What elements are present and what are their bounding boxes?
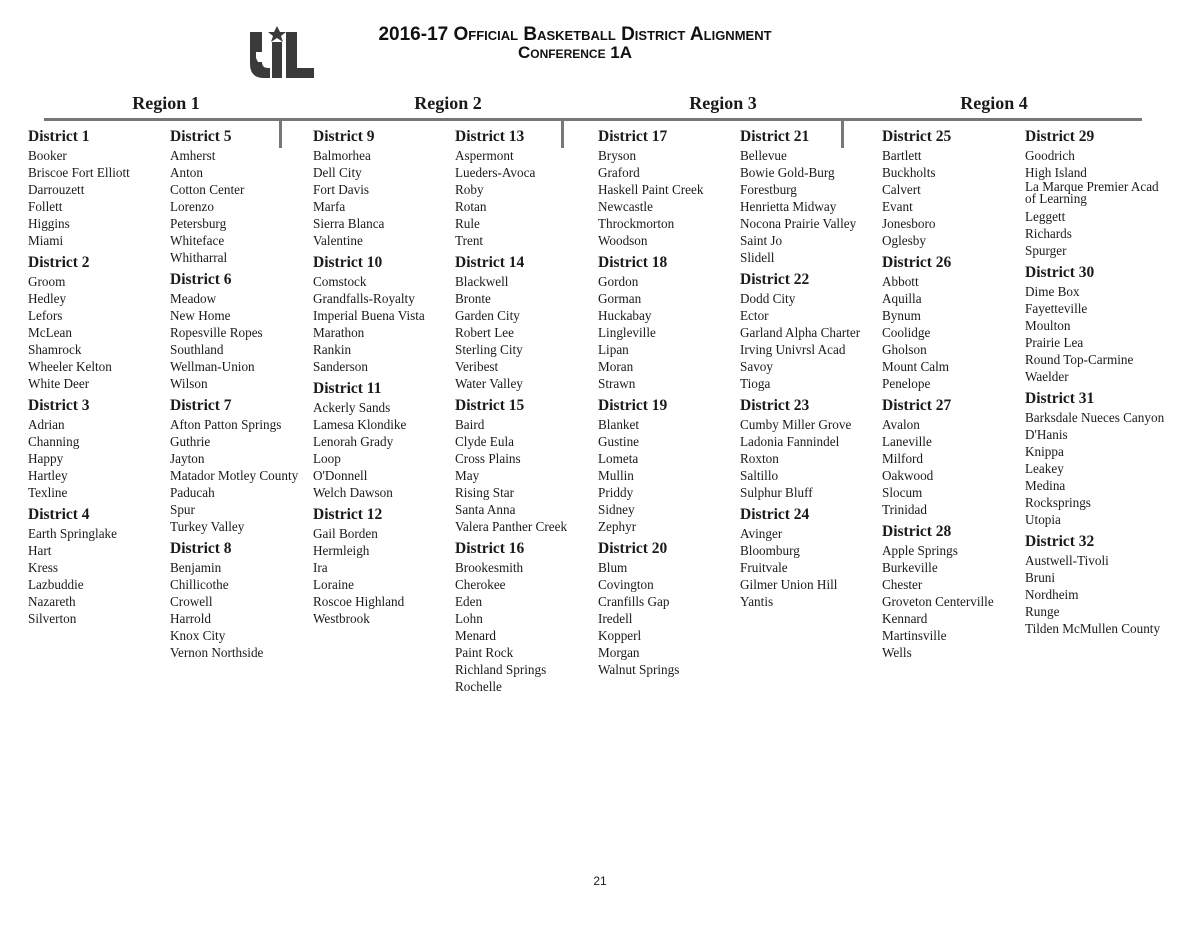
district-heading: District 12 bbox=[313, 506, 383, 523]
school-name: Garden City bbox=[455, 308, 520, 323]
school-name: Wilson bbox=[170, 376, 208, 391]
district-heading: District 30 bbox=[1025, 264, 1095, 281]
school-name: Marathon bbox=[313, 325, 365, 340]
school-name: Austwell-Tivoli bbox=[1025, 553, 1109, 568]
district-heading: District 14 bbox=[455, 254, 525, 271]
school-name: Sidney bbox=[598, 502, 635, 517]
school-name: High Island bbox=[1025, 165, 1087, 180]
page-number: 21 bbox=[593, 874, 607, 888]
school-name: Darrouzett bbox=[28, 182, 85, 197]
school-name: Gholson bbox=[882, 342, 927, 357]
school-name: Spurger bbox=[1025, 243, 1067, 258]
district-column bbox=[170, 127, 312, 665]
school-name: Leakey bbox=[1025, 461, 1064, 476]
district-block bbox=[598, 539, 740, 678]
school-name: Southland bbox=[170, 342, 224, 357]
school-name: Zephyr bbox=[598, 519, 637, 534]
district-column bbox=[882, 127, 1024, 665]
school-name: Lueders-Avoca bbox=[455, 165, 536, 180]
school-name: Gilmer Union Hill bbox=[740, 577, 838, 592]
school-name: D'Hanis bbox=[1025, 427, 1068, 442]
school-name: Yantis bbox=[740, 594, 774, 609]
school-name: Happy bbox=[28, 451, 64, 466]
school-name: Chester bbox=[882, 577, 923, 592]
school-name: Silverton bbox=[28, 611, 77, 626]
district-heading: District 9 bbox=[313, 128, 375, 145]
district-heading: District 29 bbox=[1025, 128, 1095, 145]
school-name: Throckmorton bbox=[598, 216, 675, 231]
school-name: Sulphur Bluff bbox=[740, 485, 813, 500]
school-name: Henrietta Midway bbox=[740, 199, 837, 214]
district-column bbox=[1025, 127, 1167, 641]
school-name: Vernon Northside bbox=[170, 645, 264, 660]
district-heading: District 21 bbox=[740, 128, 810, 145]
school-name: Burkeville bbox=[882, 560, 938, 575]
school-name: Earth Springlake bbox=[28, 526, 117, 541]
school-name: Gordon bbox=[598, 274, 639, 289]
school-name: Richland Springs bbox=[455, 662, 547, 677]
district-block bbox=[28, 396, 170, 501]
school-name: Dell City bbox=[313, 165, 362, 180]
school-name: Grandfalls-Royalty bbox=[313, 291, 415, 306]
school-name: Rotan bbox=[455, 199, 487, 214]
school-name: Apple Springs bbox=[882, 543, 958, 558]
school-name: Sterling City bbox=[455, 342, 523, 357]
district-heading: District 4 bbox=[28, 506, 90, 523]
district-block bbox=[455, 127, 597, 249]
school-name: Jayton bbox=[170, 451, 205, 466]
school-name: Lefors bbox=[28, 308, 63, 323]
school-name: Aquilla bbox=[882, 291, 922, 306]
school-name: Martinsville bbox=[882, 628, 947, 643]
district-column bbox=[28, 127, 170, 631]
school-name: Lorenzo bbox=[170, 199, 214, 214]
school-name: Graford bbox=[598, 165, 640, 180]
school-name: Barksdale Nueces Canyon bbox=[1025, 410, 1165, 425]
district-block bbox=[740, 505, 882, 610]
school-name: Fayetteville bbox=[1025, 301, 1088, 316]
school-name: Miami bbox=[28, 233, 64, 248]
school-name: Garland Alpha Charter bbox=[740, 325, 861, 340]
school-name: Bowie Gold-Burg bbox=[740, 165, 835, 180]
school-name: Rule bbox=[455, 216, 480, 231]
school-name: Groveton Centerville bbox=[882, 594, 994, 609]
district-heading: District 23 bbox=[740, 397, 810, 414]
school-name: Ector bbox=[740, 308, 769, 323]
school-name: Trent bbox=[455, 233, 484, 248]
school-name: Crowell bbox=[170, 594, 213, 609]
school-name: Evant bbox=[882, 199, 913, 214]
school-name: Higgins bbox=[28, 216, 70, 231]
school-name: Cumby Miller Grove bbox=[740, 417, 852, 432]
school-name: Welch Dawson bbox=[313, 485, 393, 500]
district-heading: District 16 bbox=[455, 540, 525, 557]
school-name: Rising Star bbox=[455, 485, 514, 500]
region-4-label: Region 4 bbox=[960, 93, 1028, 113]
region-1-label: Region 1 bbox=[132, 93, 200, 113]
school-name: Saltillo bbox=[740, 468, 779, 483]
school-name: Amherst bbox=[170, 148, 216, 163]
school-name: Bronte bbox=[455, 291, 491, 306]
uil-logo bbox=[248, 26, 316, 78]
district-heading: District 13 bbox=[455, 128, 525, 145]
school-name: Whiteface bbox=[170, 233, 225, 248]
school-name: Ira bbox=[313, 560, 328, 575]
school-name: Paducah bbox=[170, 485, 215, 500]
school-name: Comstock bbox=[313, 274, 367, 289]
school-name: Rochelle bbox=[455, 679, 502, 694]
school-name: Bruni bbox=[1025, 570, 1056, 585]
district-block bbox=[1025, 532, 1167, 637]
region-divider-line bbox=[44, 118, 1142, 121]
school-name: Petersburg bbox=[170, 216, 227, 231]
school-name: McLean bbox=[28, 325, 72, 340]
school-name: Saint Jo bbox=[740, 233, 783, 248]
school-name: Rocksprings bbox=[1025, 495, 1091, 510]
school-name: Dime Box bbox=[1025, 284, 1080, 299]
school-name: Whitharral bbox=[170, 250, 228, 265]
school-name: Harrold bbox=[170, 611, 212, 626]
region-2-label: Region 2 bbox=[414, 93, 482, 113]
school-name: Loraine bbox=[313, 577, 355, 592]
school-name: Ackerly Sands bbox=[313, 400, 391, 415]
district-heading: District 19 bbox=[598, 397, 668, 414]
school-name: Turkey Valley bbox=[170, 519, 245, 534]
school-name: Veribest bbox=[455, 359, 499, 374]
district-heading: District 3 bbox=[28, 397, 90, 414]
school-name: Cross Plains bbox=[455, 451, 521, 466]
school-name: Valentine bbox=[313, 233, 363, 248]
school-name: Bartlett bbox=[882, 148, 922, 163]
school-name: Hermleigh bbox=[313, 543, 370, 558]
school-name: Forestburg bbox=[740, 182, 797, 197]
school-name: Sierra Blanca bbox=[313, 216, 385, 231]
school-name: Blanket bbox=[598, 417, 640, 432]
school-name: Adrian bbox=[28, 417, 65, 432]
district-heading: District 18 bbox=[598, 254, 668, 271]
school-name: Bryson bbox=[598, 148, 637, 163]
school-name: Robert Lee bbox=[455, 325, 514, 340]
district-block bbox=[170, 396, 312, 535]
school-name: Moran bbox=[598, 359, 634, 374]
school-name: Oglesby bbox=[882, 233, 926, 248]
school-name: Abbott bbox=[882, 274, 919, 289]
school-name: Benjamin bbox=[170, 560, 222, 575]
school-name: Cranfills Gap bbox=[598, 594, 670, 609]
school-name: Baird bbox=[455, 417, 485, 432]
district-heading: District 2 bbox=[28, 254, 90, 271]
school-name: Texline bbox=[28, 485, 68, 500]
school-name: Mullin bbox=[598, 468, 634, 483]
school-name: Ropesville Ropes bbox=[170, 325, 263, 340]
school-name: Morgan bbox=[598, 645, 640, 660]
district-heading: District 17 bbox=[598, 128, 668, 145]
school-name: Prairie Lea bbox=[1025, 335, 1084, 350]
district-heading: District 7 bbox=[170, 397, 232, 414]
district-block bbox=[313, 379, 455, 501]
school-name: Avinger bbox=[740, 526, 783, 541]
school-name: White Deer bbox=[28, 376, 90, 391]
school-name: Afton Patton Springs bbox=[170, 417, 282, 432]
district-block bbox=[28, 505, 170, 627]
district-column bbox=[455, 127, 597, 699]
school-name: Menard bbox=[455, 628, 497, 643]
school-name: Imperial Buena Vista bbox=[313, 308, 425, 323]
school-name: Hart bbox=[28, 543, 52, 558]
district-heading: District 10 bbox=[313, 254, 383, 271]
school-name: Knox City bbox=[170, 628, 226, 643]
school-name: Hedley bbox=[28, 291, 67, 306]
school-name: Kopperl bbox=[598, 628, 642, 643]
district-heading: District 27 bbox=[882, 397, 952, 414]
district-block bbox=[455, 253, 597, 392]
district-heading: District 31 bbox=[1025, 390, 1095, 407]
school-name: Mount Calm bbox=[882, 359, 950, 374]
district-heading: District 1 bbox=[28, 128, 90, 145]
region-3-label: Region 3 bbox=[689, 93, 757, 113]
school-name: Spur bbox=[170, 502, 195, 517]
school-name: Slidell bbox=[740, 250, 775, 265]
district-block bbox=[598, 396, 740, 535]
school-name: Chillicothe bbox=[170, 577, 229, 592]
district-block bbox=[313, 253, 455, 375]
school-name: Cherokee bbox=[455, 577, 506, 592]
school-name: Wheeler Kelton bbox=[28, 359, 112, 374]
district-heading: District 24 bbox=[740, 506, 810, 523]
district-block bbox=[455, 396, 597, 535]
district-column bbox=[313, 127, 455, 631]
school-name: Fruitvale bbox=[740, 560, 788, 575]
school-name: Roxton bbox=[740, 451, 779, 466]
district-heading: District 20 bbox=[598, 540, 668, 557]
school-name: Knippa bbox=[1025, 444, 1064, 459]
school-name: Tioga bbox=[740, 376, 771, 391]
district-block bbox=[455, 539, 597, 695]
school-name: New Home bbox=[170, 308, 231, 323]
school-name: Bloomburg bbox=[740, 543, 800, 558]
district-block bbox=[740, 270, 882, 392]
school-name: Paint Rock bbox=[455, 645, 514, 660]
school-name: Lohn bbox=[455, 611, 483, 626]
school-name: Groom bbox=[28, 274, 66, 289]
school-name: Trinidad bbox=[882, 502, 927, 517]
school-name: Nazareth bbox=[28, 594, 76, 609]
school-name: Rankin bbox=[313, 342, 352, 357]
school-name: Tilden McMullen County bbox=[1025, 621, 1161, 636]
school-name: Lipan bbox=[598, 342, 629, 357]
school-name: Savoy bbox=[740, 359, 773, 374]
school-name: Gail Borden bbox=[313, 526, 378, 541]
district-heading: District 32 bbox=[1025, 533, 1095, 550]
school-name: Aspermont bbox=[455, 148, 514, 163]
district-block bbox=[1025, 389, 1167, 528]
school-name: Brookesmith bbox=[455, 560, 524, 575]
district-block bbox=[170, 127, 312, 266]
school-name: Penelope bbox=[882, 376, 931, 391]
school-name: Channing bbox=[28, 434, 80, 449]
school-name: Runge bbox=[1025, 604, 1060, 619]
district-heading: District 28 bbox=[882, 523, 952, 540]
school-name: Water Valley bbox=[455, 376, 523, 391]
school-name: Avalon bbox=[882, 417, 920, 432]
district-heading: District 5 bbox=[170, 128, 232, 145]
school-name: Iredell bbox=[598, 611, 633, 626]
school-name: Shamrock bbox=[28, 342, 82, 357]
school-name: Goodrich bbox=[1025, 148, 1075, 163]
school-name: Roscoe Highland bbox=[313, 594, 405, 609]
school-name: Matador Motley County bbox=[170, 468, 299, 483]
district-block bbox=[882, 522, 1024, 661]
school-name: O'Donnell bbox=[313, 468, 368, 483]
school-name: Utopia bbox=[1025, 512, 1061, 527]
school-name: Kress bbox=[28, 560, 59, 575]
school-name: Moulton bbox=[1025, 318, 1071, 333]
school-name: Coolidge bbox=[882, 325, 931, 340]
school-name: Anton bbox=[170, 165, 203, 180]
district-block bbox=[170, 539, 312, 661]
school-name: Bynum bbox=[882, 308, 921, 323]
district-block bbox=[28, 253, 170, 392]
school-name: Waelder bbox=[1025, 369, 1069, 384]
school-name: Valera Panther Creek bbox=[455, 519, 568, 534]
school-name: Haskell Paint Creek bbox=[598, 182, 704, 197]
school-name: Westbrook bbox=[313, 611, 370, 626]
school-name: Nordheim bbox=[1025, 587, 1079, 602]
district-block bbox=[598, 127, 740, 249]
school-name: Laneville bbox=[882, 434, 932, 449]
school-name: Blum bbox=[598, 560, 628, 575]
district-heading: District 25 bbox=[882, 128, 952, 145]
school-name: Covington bbox=[598, 577, 654, 592]
school-name: Bellevue bbox=[740, 148, 787, 163]
school-name: Guthrie bbox=[170, 434, 211, 449]
school-name: Sanderson bbox=[313, 359, 368, 374]
document-title: 2016-17 Official Basketball District Alignment bbox=[378, 24, 772, 45]
school-name: Cotton Center bbox=[170, 182, 245, 197]
school-name: Gustine bbox=[598, 434, 640, 449]
school-name: Clyde Eula bbox=[455, 434, 514, 449]
school-name: Jonesboro bbox=[882, 216, 936, 231]
school-name: Meadow bbox=[170, 291, 217, 306]
school-name: Loop bbox=[313, 451, 341, 466]
district-block bbox=[313, 505, 455, 627]
district-block bbox=[1025, 127, 1167, 259]
district-block bbox=[28, 127, 170, 249]
district-block bbox=[882, 127, 1024, 249]
school-name: Blackwell bbox=[455, 274, 509, 289]
school-name: Slocum bbox=[882, 485, 923, 500]
district-block bbox=[1025, 263, 1167, 385]
school-name: Dodd City bbox=[740, 291, 796, 306]
school-name: Wellman-Union bbox=[170, 359, 255, 374]
school-name: Woodson bbox=[598, 233, 648, 248]
school-name: Wells bbox=[882, 645, 912, 660]
school-name: Lometa bbox=[598, 451, 639, 466]
district-heading: District 22 bbox=[740, 271, 810, 288]
school-name: Oakwood bbox=[882, 468, 934, 483]
school-name: Walnut Springs bbox=[598, 662, 680, 677]
district-heading: District 6 bbox=[170, 271, 232, 288]
school-name: Eden bbox=[455, 594, 483, 609]
school-name: Fort Davis bbox=[313, 182, 370, 197]
school-name: Briscoe Fort Elliott bbox=[28, 165, 130, 180]
school-name: Calvert bbox=[882, 182, 921, 197]
school-name: Leggett bbox=[1025, 209, 1066, 224]
school-name: Huckabay bbox=[598, 308, 652, 323]
school-name: Balmorhea bbox=[313, 148, 371, 163]
school-name: Strawn bbox=[598, 376, 636, 391]
school-name: Richards bbox=[1025, 226, 1072, 241]
school-name: Nocona Prairie Valley bbox=[740, 216, 857, 231]
district-block bbox=[740, 127, 882, 266]
district-heading: District 8 bbox=[170, 540, 232, 557]
school-name: Santa Anna bbox=[455, 502, 516, 517]
document-subtitle: Conference 1A bbox=[517, 43, 633, 62]
school-name: Irving Univrsl Acad bbox=[740, 342, 846, 357]
school-name: Lingleville bbox=[598, 325, 656, 340]
school-name: Hartley bbox=[28, 468, 68, 483]
school-name: Buckholts bbox=[882, 165, 936, 180]
school-name: Booker bbox=[28, 148, 67, 163]
district-block bbox=[598, 253, 740, 392]
district-column bbox=[598, 127, 740, 682]
school-name: Milford bbox=[882, 451, 924, 466]
school-name: Medina bbox=[1025, 478, 1066, 493]
district-block bbox=[882, 253, 1024, 392]
school-name: Round Top-Carmine bbox=[1025, 352, 1134, 367]
school-name: May bbox=[455, 468, 480, 483]
school-name: Lazbuddie bbox=[28, 577, 84, 592]
school-name: Newcastle bbox=[598, 199, 653, 214]
school-name: Kennard bbox=[882, 611, 928, 626]
district-heading: District 26 bbox=[882, 254, 952, 271]
school-name: Follett bbox=[28, 199, 63, 214]
school-name: La Marque Premier Acad of Learning bbox=[1025, 179, 1159, 206]
district-block bbox=[313, 127, 455, 249]
school-name: Marfa bbox=[313, 199, 346, 214]
district-block bbox=[740, 396, 882, 501]
district-heading: District 15 bbox=[455, 397, 525, 414]
school-name: Lenorah Grady bbox=[313, 434, 394, 449]
school-name: Lamesa Klondike bbox=[313, 417, 407, 432]
school-name: Gorman bbox=[598, 291, 642, 306]
district-heading: District 11 bbox=[313, 380, 382, 397]
school-name: Ladonia Fannindel bbox=[740, 434, 840, 449]
school-name: Roby bbox=[455, 182, 484, 197]
district-column bbox=[740, 127, 882, 614]
district-block bbox=[882, 396, 1024, 518]
school-name: Priddy bbox=[598, 485, 634, 500]
district-block bbox=[170, 270, 312, 392]
